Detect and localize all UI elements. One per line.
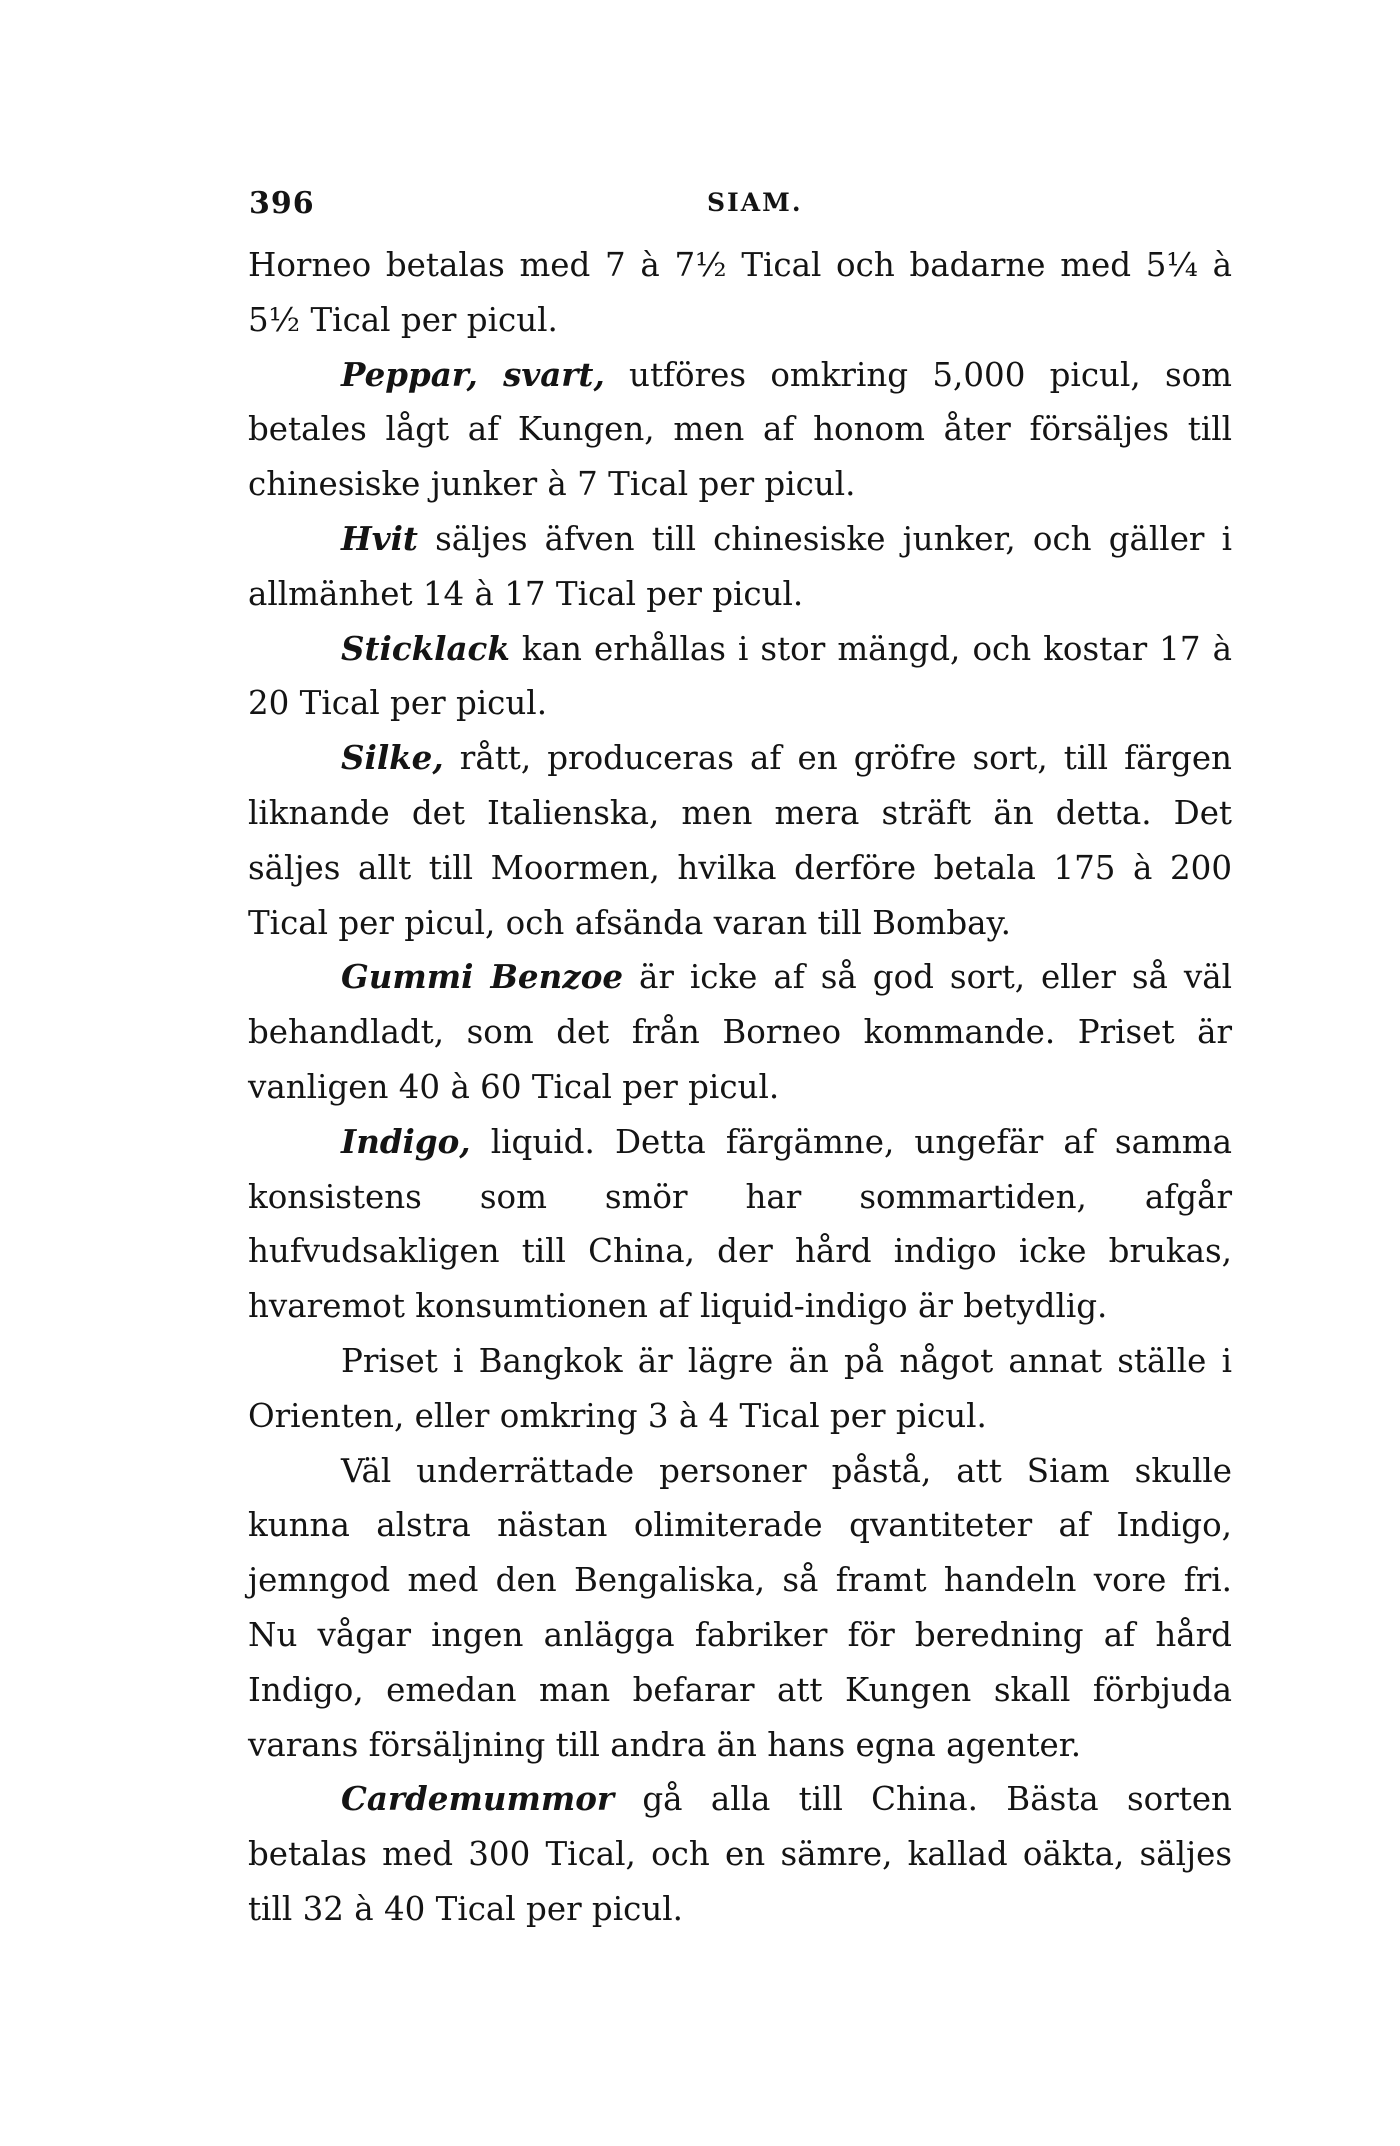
paragraph-text: Priset i Bangkok är lägre än på något annat ställe i Orienten, eller omkring 3 à 4 Tical per picul. bbox=[248, 1341, 1232, 1435]
commodity-term: Gummi Benzoe bbox=[341, 957, 624, 997]
commodity-term: Cardemummor bbox=[341, 1779, 615, 1819]
commodity-term: Sticklack bbox=[341, 628, 510, 668]
paragraph-text: säljes äfven till chinesiske junker, och gäller i allmänhet 14 à 17 Tical per picul. bbox=[248, 519, 1232, 613]
paragraph-text: Horneo betalas med 7 à 7½ Tical och badarne med 5¼ à 5½ Tical per picul. bbox=[248, 246, 1232, 339]
paragraph-sticklack bbox=[248, 622, 1232, 732]
paragraph-text: liquid. Detta färgämne, ungefär af samma konsistens som smör har sommartiden, afgår hufvudsakligen till China, der hård indigo icke brukas, hvaremot konsumtionen af liquid-indigo är betydlig. bbox=[248, 1122, 1232, 1326]
commodity-term: Hvit bbox=[341, 518, 418, 558]
paragraph-silke bbox=[248, 731, 1232, 950]
paragraph-text: rått, produceras af en gröfre sort, till färgen liknande det Italienska, men mera sträft än detta. Det säljes allt till Moormen, hvilka derföre betala 175 à 200 Tical per picul, och afsända varan till Bombay. bbox=[248, 739, 1232, 942]
paragraph-gummi-benzoe bbox=[248, 950, 1232, 1114]
commodity-term: Indigo, bbox=[341, 1121, 471, 1161]
paragraph-horneo bbox=[248, 238, 1232, 348]
paragraph-priset bbox=[248, 1334, 1232, 1444]
commodity-term: Silke, bbox=[341, 738, 444, 778]
running-head: SIAM. bbox=[707, 188, 803, 217]
paragraph-text: Väl underrättade personer påstå, att Siam skulle kunna alstra nästan olimiterade qvantiteter af Indigo, jemngod med den Bengaliska, så framt handeln vore fri. Nu vågar ingen anlägga fabriker för beredning af hård Indigo, emedan man befarar att Kungen skall förbjuda varans försäljning till andra än hans egna agenter. bbox=[248, 1451, 1232, 1764]
paragraph-indigo bbox=[248, 1115, 1232, 1334]
paragraph-hvit bbox=[248, 512, 1232, 622]
paragraph-val-underrattade bbox=[248, 1444, 1232, 1773]
commodity-term: Peppar, svart, bbox=[341, 354, 605, 394]
body-text bbox=[248, 238, 1232, 1937]
page-number: 396 bbox=[249, 186, 315, 221]
paragraph-cardemummor bbox=[248, 1772, 1232, 1936]
paragraph-text: gå alla till China. Bästa sorten betalas med 300 Tical, och en sämre, kallad oäkta, säljes till 32 à 40 Tical per picul. bbox=[248, 1780, 1232, 1928]
paragraph-text: utföres omkring 5,000 picul, som betales lågt af Kungen, men af honom åter försäljes till chinesiske junker à 7 Tical per picul. bbox=[248, 355, 1233, 504]
paragraph-text: kan erhållas i stor mängd, och kostar 17 à 20 Tical per picul. bbox=[248, 629, 1232, 723]
paragraph-peppar bbox=[248, 348, 1232, 512]
page-header bbox=[249, 186, 1249, 226]
paragraph-text: är icke af så god sort, eller så väl behandladt, som det från Borneo kommande. Priset är vanligen 40 à 60 Tical per picul. bbox=[248, 958, 1232, 1106]
